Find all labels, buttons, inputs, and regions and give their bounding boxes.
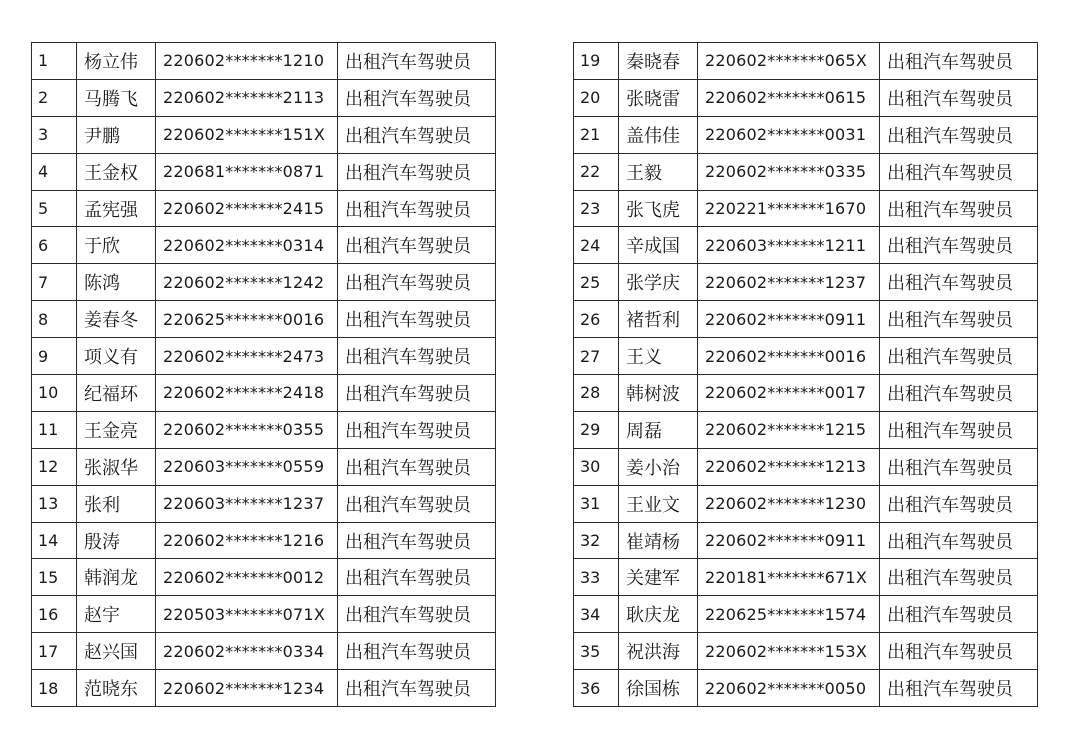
id-number-cell: 220503*******071X: [156, 596, 338, 633]
occupation-cell: 出租汽车驾驶员: [880, 301, 1038, 338]
row-number-cell: 11: [32, 411, 77, 448]
table-row: [574, 411, 1038, 448]
driver-name-cell: 纪福环: [77, 375, 156, 412]
row-number-cell: 3: [32, 116, 77, 153]
id-number-cell: 220603*******0559: [156, 448, 338, 485]
id-number-cell: 220602*******2473: [156, 338, 338, 375]
occupation-cell: 出租汽车驾驶员: [338, 596, 496, 633]
occupation-cell: 出租汽车驾驶员: [338, 633, 496, 670]
occupation-cell: 出租汽车驾驶员: [880, 485, 1038, 522]
id-number-cell: 220602*******0335: [698, 153, 880, 190]
driver-name-cell: 张淑华: [77, 448, 156, 485]
row-number-cell: 34: [574, 596, 619, 633]
id-number-cell: 220602*******1210: [156, 43, 338, 80]
row-number-cell: 30: [574, 448, 619, 485]
driver-name-cell: 陈鸿: [77, 264, 156, 301]
table-row: [574, 264, 1038, 301]
occupation-cell: 出租汽车驾驶员: [880, 375, 1038, 412]
row-number-cell: 1: [32, 43, 77, 80]
driver-table-left: [31, 42, 496, 707]
id-number-cell: 220602*******0016: [698, 338, 880, 375]
occupation-cell: 出租汽车驾驶员: [880, 338, 1038, 375]
occupation-cell: 出租汽车驾驶员: [338, 116, 496, 153]
id-number-cell: 220602*******1234: [156, 670, 338, 707]
occupation-cell: 出租汽车驾驶员: [338, 79, 496, 116]
table-row: [32, 411, 496, 448]
row-number-cell: 5: [32, 190, 77, 227]
row-number-cell: 12: [32, 448, 77, 485]
row-number-cell: 18: [32, 670, 77, 707]
table-row: [32, 338, 496, 375]
table-row: [574, 43, 1038, 80]
driver-name-cell: 孟宪强: [77, 190, 156, 227]
driver-name-cell: 赵兴国: [77, 633, 156, 670]
table-row: [32, 264, 496, 301]
occupation-cell: 出租汽车驾驶员: [338, 448, 496, 485]
row-number-cell: 36: [574, 670, 619, 707]
row-number-cell: 33: [574, 559, 619, 596]
row-number-cell: 9: [32, 338, 77, 375]
id-number-cell: 220602*******0012: [156, 559, 338, 596]
row-number-cell: 19: [574, 43, 619, 80]
occupation-cell: 出租汽车驾驶员: [880, 43, 1038, 80]
driver-name-cell: 王毅: [619, 153, 698, 190]
table-row: [574, 522, 1038, 559]
driver-name-cell: 张利: [77, 485, 156, 522]
row-number-cell: 20: [574, 79, 619, 116]
row-number-cell: 6: [32, 227, 77, 264]
id-number-cell: 220602*******0314: [156, 227, 338, 264]
table-row: [32, 153, 496, 190]
row-number-cell: 17: [32, 633, 77, 670]
id-number-cell: 220181*******671X: [698, 559, 880, 596]
table-row: [574, 79, 1038, 116]
occupation-cell: 出租汽车驾驶员: [880, 190, 1038, 227]
row-number-cell: 23: [574, 190, 619, 227]
occupation-cell: 出租汽车驾驶员: [338, 153, 496, 190]
id-number-cell: 220603*******1211: [698, 227, 880, 264]
table-row: [32, 79, 496, 116]
driver-name-cell: 王业文: [619, 485, 698, 522]
row-number-cell: 21: [574, 116, 619, 153]
occupation-cell: 出租汽车驾驶员: [880, 227, 1038, 264]
driver-name-cell: 王金亮: [77, 411, 156, 448]
driver-name-cell: 韩树波: [619, 375, 698, 412]
table-row: [574, 116, 1038, 153]
id-number-cell: 220602*******1216: [156, 522, 338, 559]
occupation-cell: 出租汽车驾驶员: [338, 190, 496, 227]
driver-name-cell: 徐国栋: [619, 670, 698, 707]
occupation-cell: 出租汽车驾驶员: [338, 43, 496, 80]
row-number-cell: 27: [574, 338, 619, 375]
driver-name-cell: 殷涛: [77, 522, 156, 559]
row-number-cell: 22: [574, 153, 619, 190]
driver-name-cell: 关建军: [619, 559, 698, 596]
occupation-cell: 出租汽车驾驶员: [880, 559, 1038, 596]
table-row: [32, 448, 496, 485]
id-number-cell: 220602*******0911: [698, 522, 880, 559]
id-number-cell: 220602*******2113: [156, 79, 338, 116]
row-number-cell: 25: [574, 264, 619, 301]
driver-name-cell: 张飞虎: [619, 190, 698, 227]
driver-name-cell: 耿庆龙: [619, 596, 698, 633]
table-row: [32, 116, 496, 153]
table-row: [574, 153, 1038, 190]
row-number-cell: 24: [574, 227, 619, 264]
driver-name-cell: 姜小治: [619, 448, 698, 485]
id-number-cell: 220602*******1213: [698, 448, 880, 485]
driver-name-cell: 王金权: [77, 153, 156, 190]
table-row: [574, 375, 1038, 412]
table-row: [574, 448, 1038, 485]
row-number-cell: 8: [32, 301, 77, 338]
occupation-cell: 出租汽车驾驶员: [338, 264, 496, 301]
row-number-cell: 15: [32, 559, 77, 596]
occupation-cell: 出租汽车驾驶员: [338, 670, 496, 707]
table-row: [574, 559, 1038, 596]
table-row: [32, 301, 496, 338]
driver-name-cell: 祝洪海: [619, 633, 698, 670]
table-row: [574, 633, 1038, 670]
driver-name-cell: 于欣: [77, 227, 156, 264]
driver-name-cell: 周磊: [619, 411, 698, 448]
occupation-cell: 出租汽车驾驶员: [880, 79, 1038, 116]
id-number-cell: 220602*******1215: [698, 411, 880, 448]
id-number-cell: 220681*******0871: [156, 153, 338, 190]
driver-name-cell: 王义: [619, 338, 698, 375]
row-number-cell: 28: [574, 375, 619, 412]
occupation-cell: 出租汽车驾驶员: [880, 633, 1038, 670]
id-number-cell: 220602*******153X: [698, 633, 880, 670]
row-number-cell: 4: [32, 153, 77, 190]
id-number-cell: 220602*******0031: [698, 116, 880, 153]
occupation-cell: 出租汽车驾驶员: [338, 301, 496, 338]
occupation-cell: 出租汽车驾驶员: [880, 264, 1038, 301]
driver-name-cell: 张晓雷: [619, 79, 698, 116]
row-number-cell: 31: [574, 485, 619, 522]
driver-name-cell: 赵宇: [77, 596, 156, 633]
id-number-cell: 220602*******1230: [698, 485, 880, 522]
occupation-cell: 出租汽车驾驶员: [338, 338, 496, 375]
table-row: [574, 670, 1038, 707]
driver-name-cell: 盖伟佳: [619, 116, 698, 153]
id-number-cell: 220602*******0615: [698, 79, 880, 116]
occupation-cell: 出租汽车驾驶员: [880, 411, 1038, 448]
row-number-cell: 32: [574, 522, 619, 559]
driver-name-cell: 秦晓春: [619, 43, 698, 80]
occupation-cell: 出租汽车驾驶员: [880, 522, 1038, 559]
id-number-cell: 220602*******0334: [156, 633, 338, 670]
row-number-cell: 16: [32, 596, 77, 633]
occupation-cell: 出租汽车驾驶员: [338, 227, 496, 264]
row-number-cell: 14: [32, 522, 77, 559]
table-row: [574, 190, 1038, 227]
occupation-cell: 出租汽车驾驶员: [338, 411, 496, 448]
row-number-cell: 35: [574, 633, 619, 670]
table-row: [32, 190, 496, 227]
id-number-cell: 220602*******0911: [698, 301, 880, 338]
driver-name-cell: 项义有: [77, 338, 156, 375]
table-row: [32, 227, 496, 264]
table-row: [574, 338, 1038, 375]
id-number-cell: 220602*******0355: [156, 411, 338, 448]
table-row: [32, 559, 496, 596]
row-number-cell: 26: [574, 301, 619, 338]
driver-name-cell: 韩润龙: [77, 559, 156, 596]
table-row: [32, 596, 496, 633]
occupation-cell: 出租汽车驾驶员: [338, 559, 496, 596]
id-number-cell: 220625*******1574: [698, 596, 880, 633]
occupation-cell: 出租汽车驾驶员: [880, 670, 1038, 707]
table-row: [574, 485, 1038, 522]
row-number-cell: 29: [574, 411, 619, 448]
table-row: [32, 485, 496, 522]
id-number-cell: 220625*******0016: [156, 301, 338, 338]
occupation-cell: 出租汽车驾驶员: [338, 375, 496, 412]
driver-name-cell: 张学庆: [619, 264, 698, 301]
occupation-cell: 出租汽车驾驶员: [338, 522, 496, 559]
row-number-cell: 7: [32, 264, 77, 301]
table-row: [32, 633, 496, 670]
driver-name-cell: 崔靖杨: [619, 522, 698, 559]
occupation-cell: 出租汽车驾驶员: [880, 116, 1038, 153]
id-number-cell: 220602*******0017: [698, 375, 880, 412]
occupation-cell: 出租汽车驾驶员: [880, 448, 1038, 485]
driver-name-cell: 褚哲利: [619, 301, 698, 338]
occupation-cell: 出租汽车驾驶员: [880, 596, 1038, 633]
driver-name-cell: 范晓东: [77, 670, 156, 707]
occupation-cell: 出租汽车驾驶员: [338, 485, 496, 522]
table-row: [574, 596, 1038, 633]
id-number-cell: 220602*******2418: [156, 375, 338, 412]
driver-name-cell: 辛成国: [619, 227, 698, 264]
table-row: [574, 301, 1038, 338]
table-row: [32, 670, 496, 707]
driver-name-cell: 姜春冬: [77, 301, 156, 338]
row-number-cell: 2: [32, 79, 77, 116]
id-number-cell: 220602*******2415: [156, 190, 338, 227]
id-number-cell: 220602*******0050: [698, 670, 880, 707]
id-number-cell: 220602*******1237: [698, 264, 880, 301]
driver-name-cell: 杨立伟: [77, 43, 156, 80]
row-number-cell: 13: [32, 485, 77, 522]
table-row: [32, 522, 496, 559]
row-number-cell: 10: [32, 375, 77, 412]
id-number-cell: 220602*******1242: [156, 264, 338, 301]
id-number-cell: 220603*******1237: [156, 485, 338, 522]
id-number-cell: 220221*******1670: [698, 190, 880, 227]
occupation-cell: 出租汽车驾驶员: [880, 153, 1038, 190]
table-row: [574, 227, 1038, 264]
table-row: [32, 375, 496, 412]
driver-name-cell: 马腾飞: [77, 79, 156, 116]
id-number-cell: 220602*******151X: [156, 116, 338, 153]
driver-name-cell: 尹鹏: [77, 116, 156, 153]
table-row: [32, 43, 496, 80]
driver-table-right: [573, 42, 1038, 707]
id-number-cell: 220602*******065X: [698, 43, 880, 80]
